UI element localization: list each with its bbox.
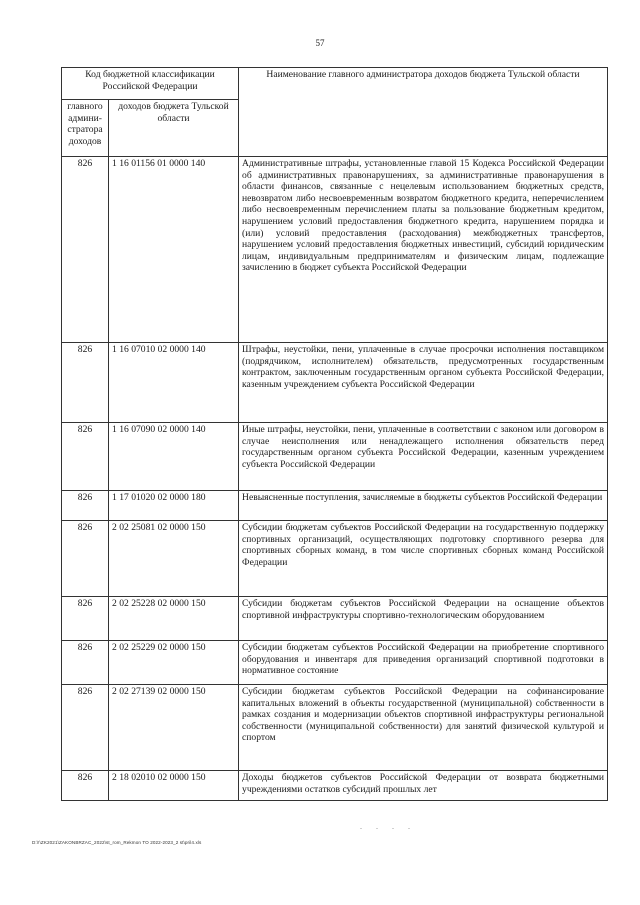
revenue-name-cell: Субсидии бюджетам субъектов Российской Федерации на софинансирование капитальных вложений в объекты государственной (муниципальной) собственности в рамках создания и модернизации объектов спортивной инфраструктуры региональной собственности (муниципальной собственности) для занятий физической культурой и спортом: [239, 685, 608, 771]
admin-code-cell: 826: [62, 771, 109, 801]
header-name-column: Наименование главного администратора доходов бюджета Тульской области: [239, 68, 608, 157]
page-number: 57: [315, 38, 325, 48]
table-row: [62, 771, 608, 801]
admin-code-cell: 826: [62, 157, 109, 343]
revenue-name-cell: Субсидии бюджетам субъектов Российской Федерации на оснащение объектов спортивной инфраструктуры спортивно-технологическим оборудованием: [239, 597, 608, 641]
table-row: [62, 597, 608, 641]
admin-code-cell: 826: [62, 521, 109, 597]
revenue-code-cell: 2 02 25229 02 0000 150: [109, 641, 239, 685]
revenue-name-cell: Доходы бюджетов субъектов Российской Федерации от возврата бюджетными учреждениями остатков субсидий прошлых лет: [239, 771, 608, 801]
table-row: [62, 423, 608, 491]
revenue-code-cell: 2 18 02010 02 0000 150: [109, 771, 239, 801]
table-row: [62, 521, 608, 597]
revenue-code-cell: 1 16 07090 02 0000 140: [109, 423, 239, 491]
budget-classification-table: [61, 67, 608, 801]
header-admin-column: главного админи-стратора доходов: [62, 100, 109, 157]
scan-artifact: . . . .: [360, 822, 416, 831]
header-code-group: Код бюджетной классификации Российской Федерации: [62, 68, 239, 100]
admin-code-cell: 826: [62, 423, 109, 491]
admin-code-cell: 826: [62, 343, 109, 423]
revenue-name-cell: Иные штрафы, неустойки, пени, уплаченные в соответствии с законом или договором в случае неисполнения или ненадлежащего исполнения обязательств перед государственным органом субъекта Российской Федерации, казенным учреждением субъекта Российской Федерации: [239, 423, 608, 491]
table-row: [62, 491, 608, 521]
revenue-name-cell: Невыясненные поступления, зачисляемые в бюджеты субъектов Российской Федерации: [239, 491, 608, 521]
table-row: [62, 685, 608, 771]
revenue-name-cell: Субсидии бюджетам субъектов Российской Федерации на приобретение спортивного оборудования и инвентаря для приведения организаций спортивной подготовки в нормативное состояние: [239, 641, 608, 685]
table-row: [62, 343, 608, 423]
revenue-code-cell: 1 16 07010 02 0000 140: [109, 343, 239, 423]
revenue-name-cell: Административные штрафы, установленные главой 15 Кодекса Российской Федерации об административных правонарушениях, за административные правонарушения в области финансов, связанные с нецелевым использованием бюджетных средств, невозвратом либо несвоевременным возвратом бюджетного кредита, неперечислением либо несвоевременным перечислением платы за пользование бюджетным кредитом, нарушением условий предоставления бюджетного кредита, нарушением порядка и (или) условий предоставления (расходования) межбюджетных трансфертов, нарушением условий предоставления бюджетных инвестиций, субсидий юридическим лицам, индивидуальным предпринимателям и физическим лицам, подлежащие зачислению в бюджет субъекта Российской Федерации: [239, 157, 608, 343]
revenue-code-cell: 1 17 01020 02 0000 180: [109, 491, 239, 521]
admin-code-cell: 826: [62, 685, 109, 771]
revenue-code-cell: 2 02 25228 02 0000 150: [109, 597, 239, 641]
admin-code-cell: 826: [62, 491, 109, 521]
revenue-code-cell: 2 02 25081 02 0000 150: [109, 521, 239, 597]
table-row: [62, 641, 608, 685]
revenue-code-cell: 2 02 27139 02 0000 150: [109, 685, 239, 771]
admin-code-cell: 826: [62, 641, 109, 685]
file-path-footer: D:\!\ZK2021\ZAKONBRZAC_2022\st_rom_Rekmon TO 2022-2023_2 st\pril4.xls: [32, 840, 202, 845]
header-revenue-column: доходов бюджета Тульской области: [109, 100, 239, 157]
admin-code-cell: 826: [62, 597, 109, 641]
revenue-code-cell: 1 16 01156 01 0000 140: [109, 157, 239, 343]
table-row: [62, 157, 608, 343]
revenue-name-cell: Субсидии бюджетам субъектов Российской Федерации на государственную поддержку спортивных организаций, осуществляющих подготовку спортивного резерва для спортивных сборных команд, в том числе спортивных сборных команд Российской Федерации: [239, 521, 608, 597]
revenue-name-cell: Штрафы, неустойки, пени, уплаченные в случае просрочки исполнения поставщиком (подрядчиком, исполнителем) обязательств, предусмотренных государственным контрактом, заключенным государственным органом субъекта Российской Федерации, казенным учреждением субъекта Российской Федерации: [239, 343, 608, 423]
